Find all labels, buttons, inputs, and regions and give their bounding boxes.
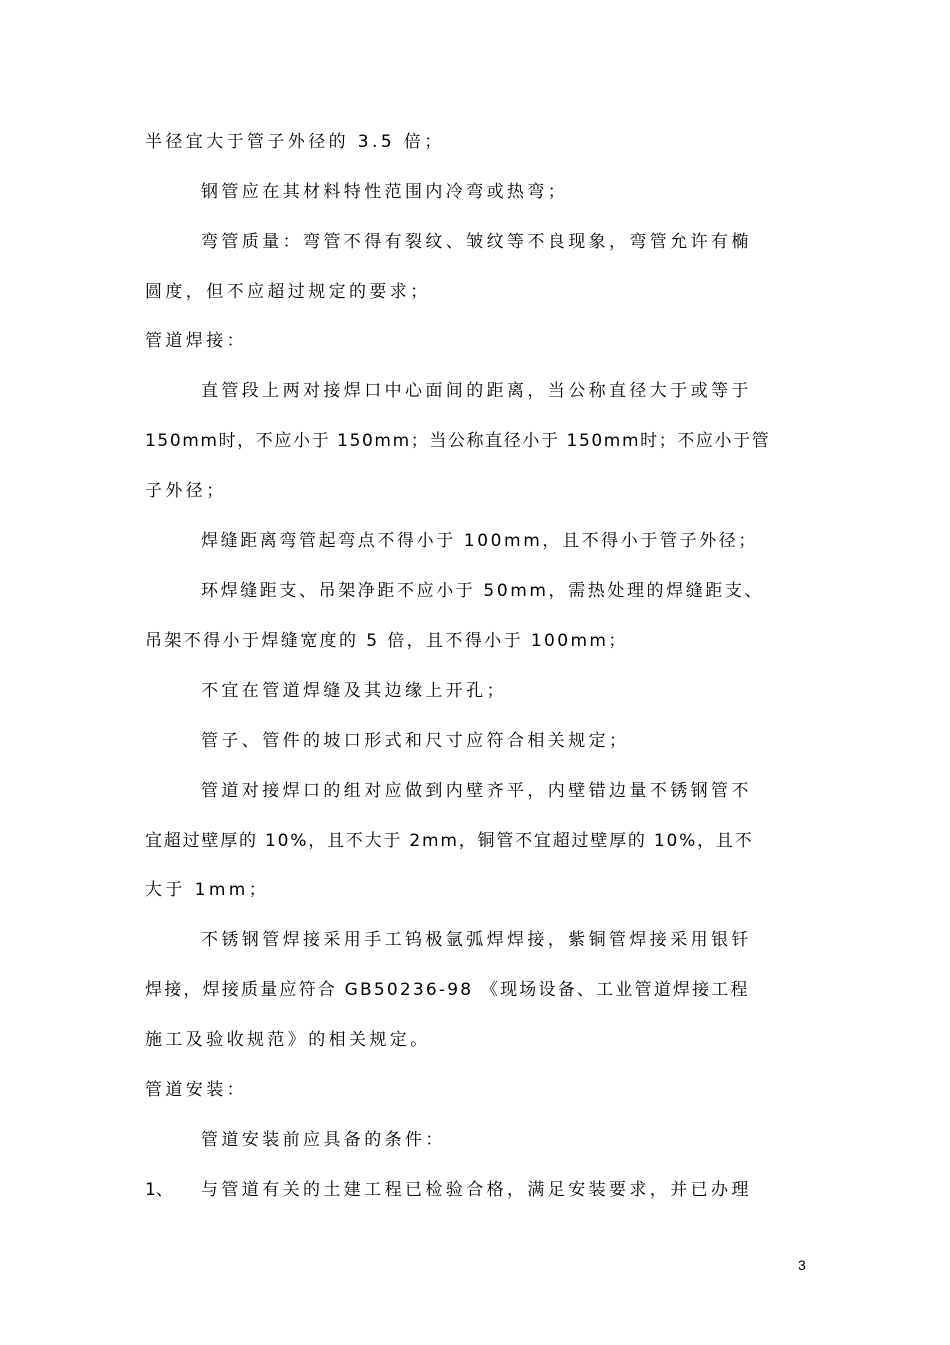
section-heading: 管道安装： xyxy=(145,1080,247,1100)
page-number: 3 xyxy=(798,1257,806,1273)
paragraph-line: 子外径； xyxy=(145,481,227,501)
paragraph-line: 焊接，焊接质量应符合 GB50236-98 《现场设备、工业管道焊接工程 xyxy=(145,980,750,1000)
paragraph-line: 管道对接焊口的组对应做到内壁齐平，内壁错边量不锈钢管不 xyxy=(201,781,752,801)
list-number: 1、 xyxy=(145,1180,173,1200)
paragraph-line: 管道安装前应具备的条件： xyxy=(201,1130,446,1150)
paragraph-line: 钢管应在其材料特性范围内冷弯或热弯； xyxy=(201,182,569,202)
paragraph-line: 大于 1mm； xyxy=(145,880,270,900)
paragraph-line: 环焊缝距支、吊架净距不应小于 50mm，需热处理的焊缝距支、 xyxy=(201,581,765,601)
paragraph-line: 施工及验收规范》的相关规定。 xyxy=(145,1030,431,1050)
paragraph-line: 宜超过壁厚的 10%，且不大于 2mm，铜管不宜超过壁厚的 10%，且不 xyxy=(145,831,754,851)
paragraph-line: 管子、管件的坡口形式和尺寸应符合相关规定； xyxy=(201,731,630,751)
section-heading: 管道焊接： xyxy=(145,331,247,351)
paragraph-line: 半径宜大于管子外径的 3.5 倍； xyxy=(145,132,445,152)
paragraph-line: 不锈钢管焊接采用手工钨极氩弧焊焊接，紫铜管焊接采用银钎 xyxy=(201,930,752,950)
paragraph-line: 不宜在管道焊缝及其边缘上开孔； xyxy=(201,681,507,701)
paragraph-line: 焊缝距离弯管起弯点不得小于 100mm，且不得小于管子外径； xyxy=(201,531,758,551)
paragraph-line: 圆度，但不应超过规定的要求； xyxy=(145,282,431,302)
paragraph-line: 150mm时，不应小于 150mm；当公称直径小于 150mm时；不应小于管 xyxy=(145,431,771,451)
paragraph-line: 直管段上两对接焊口中心面间的距离，当公称直径大于或等于 xyxy=(201,381,752,401)
paragraph-line: 弯管质量：弯管不得有裂纹、皱纹等不良现象，弯管允许有椭 xyxy=(201,232,752,252)
list-item-text: 与管道有关的土建工程已检验合格，满足安装要求，并已办理 xyxy=(201,1180,752,1200)
paragraph-line: 吊架不得小于焊缝宽度的 5 倍，且不得小于 100mm； xyxy=(145,631,628,651)
